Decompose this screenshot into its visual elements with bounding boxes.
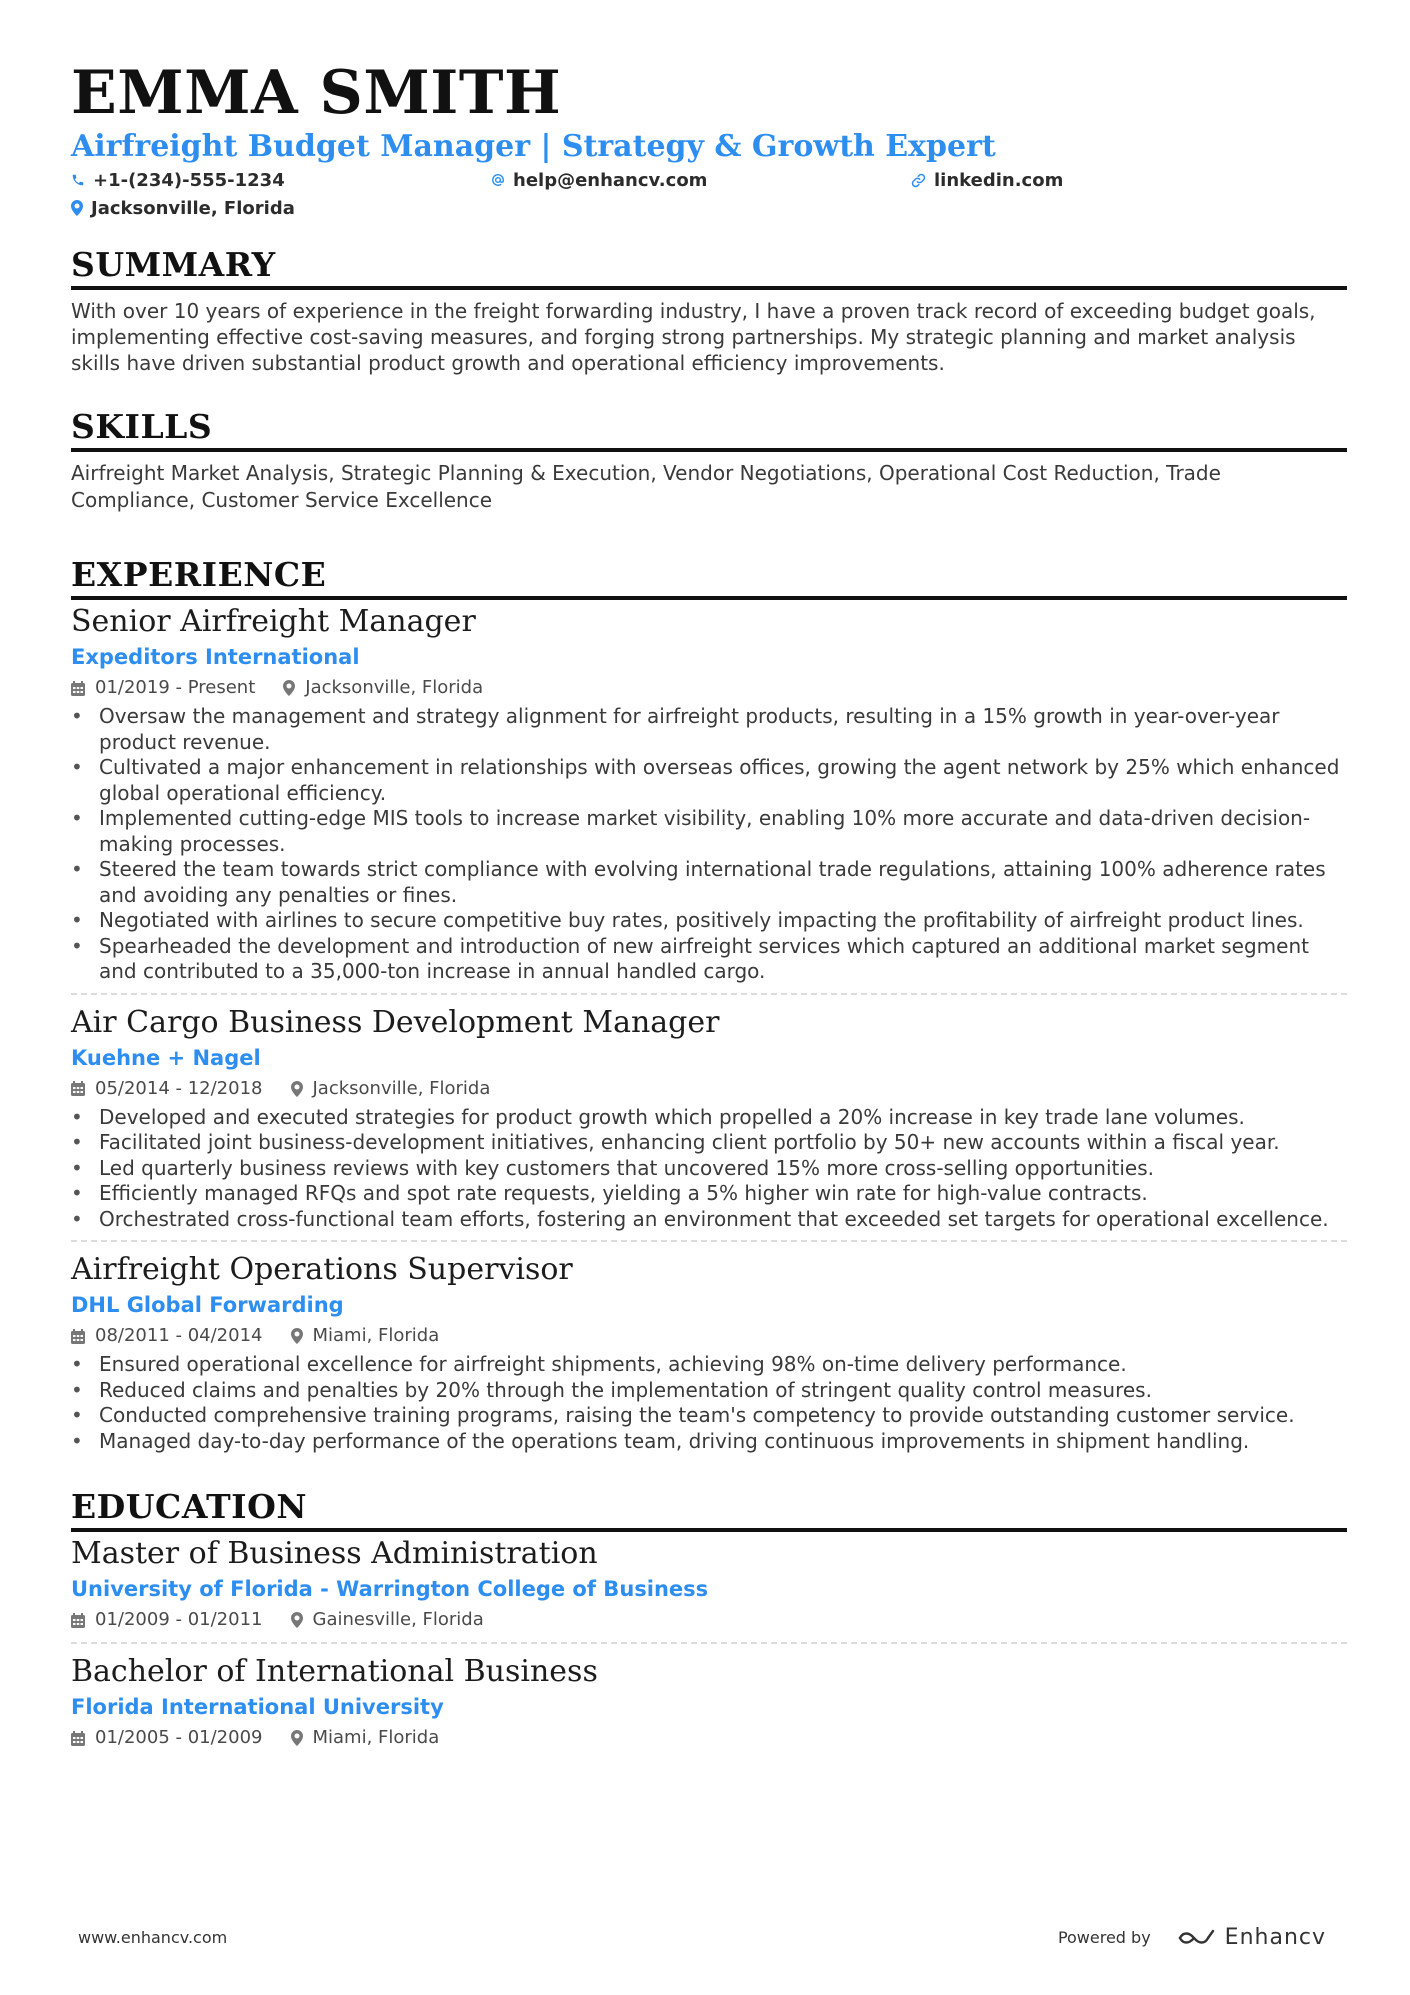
contact-email[interactable] bbox=[491, 168, 911, 192]
job-meta bbox=[71, 1322, 1347, 1350]
entry-divider bbox=[71, 993, 1347, 995]
list-item: • Conducted comprehensive training programs, raising the team's competency to provide outstanding customer service. bbox=[71, 1403, 1347, 1429]
dates-text: 01/2005 - 01/2009 bbox=[95, 1727, 263, 1748]
phone-icon bbox=[71, 173, 85, 187]
list-item: • Cultivated a major enhancement in relationships with overseas offices, growing the agent network by 25% which enhanced global operational efficiency. bbox=[71, 755, 1347, 806]
location-pin-icon bbox=[291, 1612, 303, 1628]
entry-divider bbox=[71, 1240, 1347, 1242]
date-range bbox=[71, 1322, 263, 1350]
location-text: Jacksonville, Florida bbox=[305, 677, 484, 698]
experience-section bbox=[71, 554, 1347, 1460]
experience-entry bbox=[71, 1250, 1347, 1460]
at-icon bbox=[491, 173, 505, 187]
powered-by-label: Powered by bbox=[1057, 1928, 1151, 1947]
location-text: Jacksonville, Florida bbox=[312, 1077, 491, 1099]
entry-divider bbox=[71, 1642, 1347, 1644]
skills-text: Airfreight Market Analysis, Strategic Planning & Execution, Vendor Negotiations, Operational Cost Reduction, Trade Compliance, Customer Service Excellence bbox=[71, 461, 1221, 512]
contact-info bbox=[71, 168, 1347, 220]
candidate-title: Airfreight Budget Manager | Strategy & Growth Expert bbox=[71, 129, 996, 164]
date-range bbox=[71, 1606, 263, 1634]
school-name: University of Florida - Warrington College of Business bbox=[71, 1577, 709, 1601]
powered-by bbox=[1058, 1925, 1326, 1950]
experience-heading: EXPERIENCE bbox=[71, 555, 327, 594]
achievement-list bbox=[71, 1352, 1347, 1454]
education-meta bbox=[71, 1724, 1347, 1752]
list-item: • Spearheaded the development and introduction of new airfreight services which captured an additional market segment and contributed to a 35,000-ton increase in annual handled cargo. bbox=[71, 934, 1347, 985]
location-pin-icon bbox=[291, 1081, 303, 1097]
candidate-name: EMMA SMITH bbox=[71, 58, 562, 128]
list-item: • Developed and executed strategies for product growth which propelled a 20% increase in key trade lane volumes. bbox=[71, 1105, 1347, 1131]
location-text: Miami, Florida bbox=[312, 1325, 440, 1346]
summary-section bbox=[71, 244, 1347, 376]
list-item: • Steered the team towards strict compliance with evolving international trade regulations, attaining 100% adherence rates and avoiding any penalties or fines. bbox=[71, 857, 1347, 908]
date-range bbox=[71, 1075, 263, 1103]
experience-entry bbox=[71, 602, 1347, 1001]
dates-text: 01/2019 - Present bbox=[95, 677, 256, 698]
calendar-icon bbox=[71, 1613, 85, 1628]
skills-section bbox=[71, 406, 1347, 514]
contact-location bbox=[71, 196, 491, 220]
achievement-list bbox=[71, 704, 1347, 985]
education-meta bbox=[71, 1606, 1347, 1634]
date-range bbox=[71, 674, 255, 702]
achievement-list bbox=[71, 1105, 1347, 1233]
dates-text: 01/2009 - 01/2011 bbox=[95, 1609, 263, 1630]
company-name: DHL Global Forwarding bbox=[71, 1293, 344, 1317]
phone-text: +1-(234)-555-1234 bbox=[93, 169, 285, 191]
location-pin-icon bbox=[71, 200, 83, 216]
linkedin-text[interactable]: linkedin.com bbox=[934, 169, 1064, 191]
list-item: • Reduced claims and penalties by 20% through the implementation of stringent quality control measures. bbox=[71, 1378, 1347, 1404]
resume-header bbox=[71, 58, 1347, 220]
company-name: Kuehne + Nagel bbox=[71, 1045, 261, 1070]
contact-linkedin[interactable] bbox=[911, 168, 1331, 192]
enhancv-brand[interactable]: Enhancv bbox=[1224, 1925, 1326, 1950]
experience-entry bbox=[71, 1003, 1347, 1249]
list-item: • Ensured operational excellence for airfreight shipments, achieving 98% on-time delivery performance. bbox=[71, 1352, 1347, 1378]
job-title: Senior Airfreight Manager bbox=[71, 604, 476, 639]
email-text[interactable]: help@enhancv.com bbox=[513, 169, 708, 191]
education-entry bbox=[71, 1534, 1347, 1650]
education-heading: EDUCATION bbox=[71, 1487, 308, 1526]
location-text: Gainesville, Florida bbox=[312, 1609, 484, 1630]
section-divider bbox=[71, 448, 1347, 452]
enhancv-logo-icon bbox=[1177, 1927, 1217, 1949]
skills-heading: SKILLS bbox=[71, 407, 213, 446]
contact-phone bbox=[71, 168, 491, 192]
job-title: Air Cargo Business Development Manager bbox=[71, 1004, 720, 1040]
job-meta bbox=[71, 674, 1347, 702]
list-item: • Managed day-to-day performance of the operations team, driving continuous improvements in shipment handling. bbox=[71, 1429, 1347, 1455]
dates-text: 08/2011 - 04/2014 bbox=[95, 1325, 263, 1346]
list-item: • Facilitated joint business-development initiatives, enhancing client portfolio by 50+ new accounts within a fiscal year. bbox=[71, 1130, 1347, 1156]
section-divider bbox=[71, 1528, 1347, 1532]
list-item: • Negotiated with airlines to secure competitive buy rates, positively impacting the profitability of airfreight product lines. bbox=[71, 908, 1347, 934]
education-location bbox=[291, 1606, 484, 1634]
company-name: Expeditors International bbox=[71, 645, 360, 669]
job-location bbox=[283, 674, 483, 702]
job-title: Airfreight Operations Supervisor bbox=[71, 1252, 573, 1287]
location-text: Jacksonville, Florida bbox=[91, 197, 295, 219]
list-item: • Oversaw the management and strategy alignment for airfreight products, resulting in a 15% growth in year-over-year product revenue. bbox=[71, 704, 1347, 755]
location-pin-icon bbox=[283, 680, 295, 696]
calendar-icon bbox=[71, 1329, 85, 1344]
list-item: • Led quarterly business reviews with key customers that uncovered 15% more cross-selling opportunities. bbox=[71, 1156, 1347, 1182]
resume-page bbox=[71, 58, 1347, 1758]
page-footer bbox=[78, 1925, 1326, 1950]
link-icon bbox=[911, 173, 926, 188]
education-section bbox=[71, 1486, 1347, 1758]
section-divider bbox=[71, 596, 1347, 600]
education-entry bbox=[71, 1652, 1347, 1758]
job-location bbox=[291, 1322, 440, 1350]
job-location bbox=[291, 1075, 491, 1103]
footer-website-link[interactable]: www.enhancv.com bbox=[78, 1928, 228, 1947]
list-item: • Implemented cutting-edge MIS tools to increase market visibility, enabling 10% more accurate and data-driven decision-making processes. bbox=[71, 806, 1347, 857]
calendar-icon bbox=[71, 1081, 85, 1096]
job-meta bbox=[71, 1075, 1347, 1103]
education-location bbox=[291, 1724, 440, 1752]
list-item: • Efficiently managed RFQs and spot rate requests, yielding a 5% higher win rate for high-value contracts. bbox=[71, 1181, 1347, 1207]
summary-heading: SUMMARY bbox=[71, 245, 276, 284]
calendar-icon bbox=[71, 1731, 85, 1746]
calendar-icon bbox=[71, 681, 85, 696]
list-item: • Orchestrated cross-functional team efforts, fostering an environment that exceeded set targets for operational excellence. bbox=[71, 1207, 1347, 1233]
summary-text: With over 10 years of experience in the freight forwarding industry, I have a proven track record of exceeding budget goals, implementing effective cost-saving measures, and forging strong partnerships. My strategic planning and market analysis skills have driven substantial product growth and operational efficiency improvements. bbox=[71, 299, 1316, 375]
degree-title: Bachelor of International Business bbox=[71, 1654, 598, 1689]
date-range bbox=[71, 1724, 263, 1752]
location-pin-icon bbox=[291, 1730, 303, 1746]
location-text: Miami, Florida bbox=[312, 1727, 440, 1748]
location-pin-icon bbox=[291, 1328, 303, 1344]
degree-title: Master of Business Administration bbox=[71, 1536, 598, 1571]
section-divider bbox=[71, 286, 1347, 290]
school-name: Florida International University bbox=[71, 1695, 444, 1719]
dates-text: 05/2014 - 12/2018 bbox=[95, 1077, 263, 1099]
